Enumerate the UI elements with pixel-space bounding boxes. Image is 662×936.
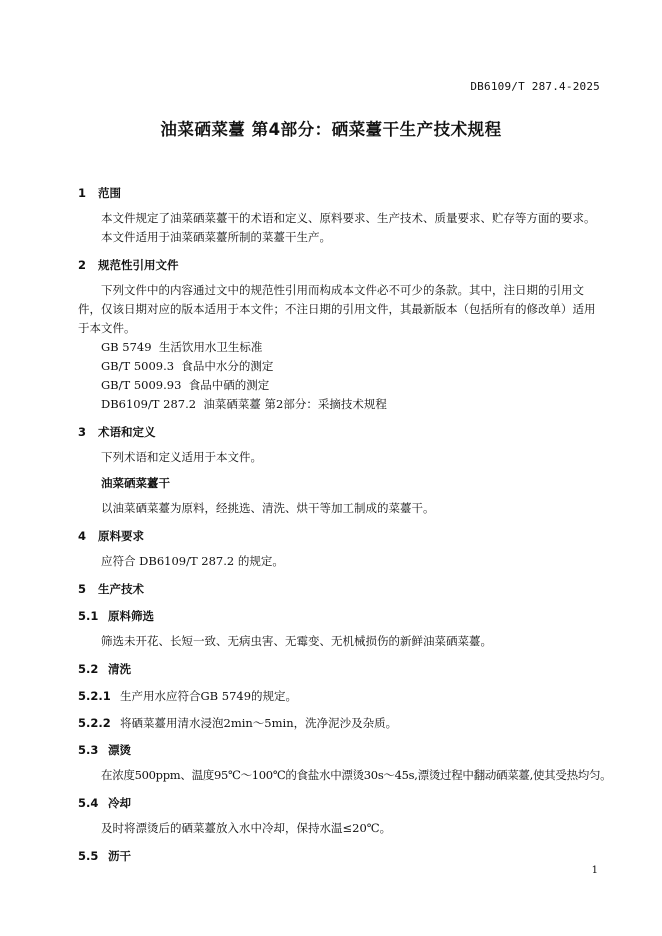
- section-heading-2: 2 规范性引用文件: [78, 258, 179, 272]
- reference-item: GB/T 5009.3 食品中水分的测定: [101, 359, 274, 373]
- document-body: [78, 184, 612, 865]
- reference-item: GB 5749 生活饮用水卫生标准: [101, 340, 263, 354]
- subsection-heading-5-5: 5.5 沥干: [78, 849, 131, 863]
- page-number: 1: [591, 865, 598, 876]
- subsection-heading-5-1: 5.1 原料筛选: [78, 609, 154, 623]
- clause-5-2-2: 5.2.2 将硒菜薹用清水浸泡2min～5min，洗净泥沙及杂质。: [78, 716, 398, 730]
- subsection-heading-5-3: 5.3 漂烫: [78, 743, 131, 757]
- term-definition: 以油菜硒菜薹为原料，经挑选、清洗、烘干等加工制成的菜薹干。: [101, 501, 435, 515]
- paragraph: 下列文件中的内容通过文中的规范性引用而构成本文件必不可少的条款。其中，注日期的引用文件，仅该日期对应的版本适用于本文件；不注日期的引用文件，其最新版本（包括所有的修改单）适用于本文件。: [78, 283, 596, 335]
- section-heading-3: 3 术语和定义: [78, 425, 156, 439]
- subsection-heading-5-2: 5.2 清洗: [78, 662, 131, 676]
- section-heading-4: 4 原料要求: [78, 529, 144, 543]
- term-name: 油菜硒菜薹干: [101, 476, 170, 490]
- paragraph: 下列术语和定义适用于本文件。: [101, 450, 262, 464]
- paragraph: 及时将漂烫后的硒菜薹放入水中冷却，保持水温≤20℃。: [101, 821, 392, 835]
- paragraph: 本文件适用于油菜硒菜薹所制的菜薹干生产。: [101, 230, 331, 244]
- subsection-heading-5-4: 5.4 冷却: [78, 796, 131, 810]
- document-title: 油菜硒菜薹 第4部分：硒菜薹干生产技术规程: [160, 120, 502, 139]
- reference-item: GB/T 5009.93 食品中硒的测定: [101, 378, 270, 392]
- reference-item: DB6109/T 287.2 油菜硒菜薹 第2部分：采摘技术规程: [101, 397, 387, 411]
- section-heading-1: 1 范围: [78, 186, 121, 200]
- paragraph: 在浓度500ppm、温度95℃～100℃的食盐水中漂烫30s～45s,漂烫过程中翻动硒菜薹,使其受热均匀。: [101, 768, 612, 782]
- clause-5-2-1: 5.2.1 生产用水应符合GB 5749的规定。: [78, 689, 298, 703]
- paragraph: 筛选未开花、长短一致、无病虫害、无霉变、无机械损伤的新鲜油菜硒菜薹。: [101, 634, 492, 648]
- section-heading-5: 5 生产技术: [78, 582, 144, 596]
- paragraph: 应符合 DB6109/T 287.2 的规定。: [101, 554, 284, 568]
- paragraph: 本文件规定了油菜硒菜薹干的术语和定义、原料要求、生产技术、质量要求、贮存等方面的要求。: [101, 211, 596, 225]
- standard-number: DB6109/T 287.4-2025: [470, 80, 600, 93]
